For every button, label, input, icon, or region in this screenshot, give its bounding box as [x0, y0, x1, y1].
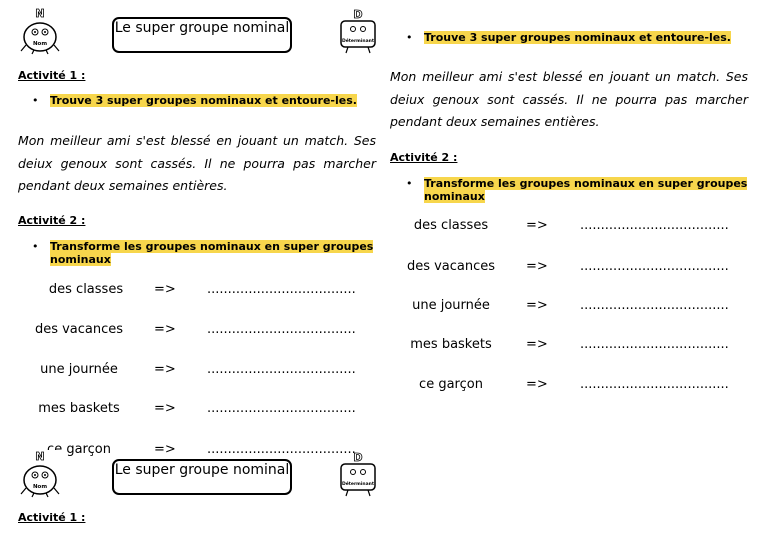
svg-text:D: D — [353, 451, 363, 464]
determinant-mascot-icon — [334, 450, 382, 498]
activite1-instruction: • Trouve 3 super groupes nominaux et entoure-les. — [406, 31, 731, 44]
svg-text:Nom: Nom — [32, 41, 48, 47]
nom-mascot-icon — [16, 450, 64, 498]
activite2-instruction: • Transforme les groupes nominaux en super groupes nominaux — [32, 240, 374, 266]
svg-text:Déterminant: Déterminant — [341, 39, 375, 44]
svg-text:D: D — [353, 8, 363, 21]
svg-text:N: N — [35, 7, 45, 20]
svg-text:N: N — [35, 450, 45, 463]
svg-text:Nom: Nom — [32, 484, 48, 490]
svg-text:Déterminant: Déterminant — [341, 482, 375, 487]
activite1-heading: Activité 1 : — [18, 69, 86, 82]
activite1-heading: Activité 1 : — [18, 511, 86, 524]
nom-mascot-icon — [16, 7, 64, 55]
determinant-mascot-icon — [334, 7, 382, 55]
activite2-heading: Activité 2 : — [390, 151, 458, 164]
exercise-paragraph: Mon meilleur ami s'est blessé en jouant un match. Ses deiux genoux sont cassés. Il ne pourra pas marcher pendant deux semaines entières. — [390, 69, 748, 129]
exercise-paragraph: Mon meilleur ami s'est blessé en jouant un match. Ses deiux genoux sont cassés. Il ne pourra pas marcher pendant deux semaines entières. — [18, 133, 376, 193]
title-text: Le super groupe nominal — [114, 20, 290, 36]
activite2-heading: Activité 2 : — [18, 214, 86, 227]
title-text: Le super groupe nominal — [114, 462, 290, 478]
title-box — [112, 459, 292, 495]
title-box — [112, 17, 292, 53]
activite2-instruction: • Transforme les groupes nominaux en super groupes nominaux — [406, 177, 748, 203]
activite1-instruction: • Trouve 3 super groupes nominaux et entoure-les. — [32, 94, 357, 107]
